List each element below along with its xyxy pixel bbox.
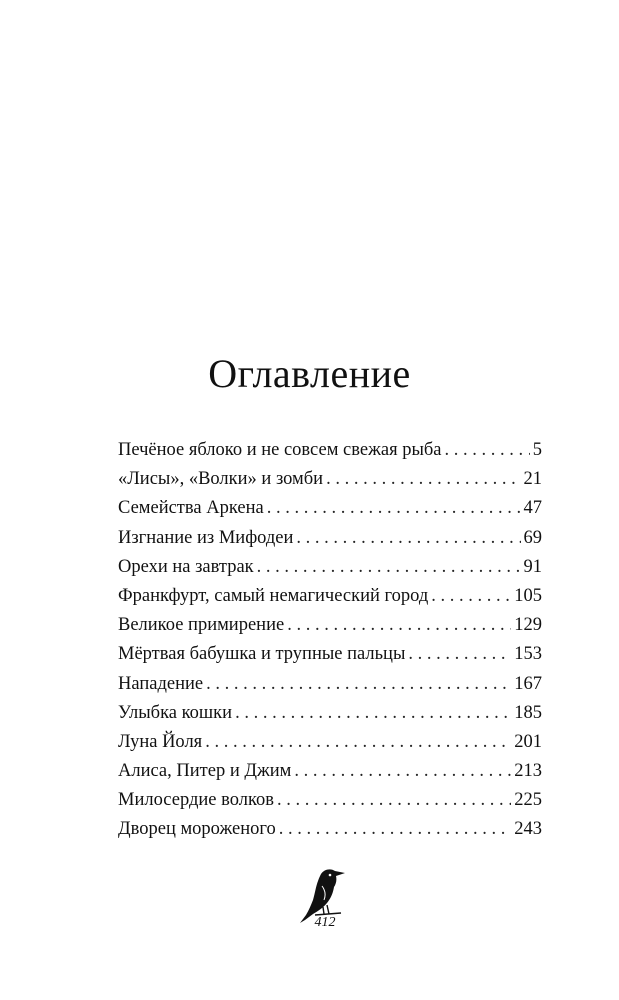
- toc-entry-page: 21: [523, 469, 542, 490]
- toc-entry-page: 153: [514, 644, 542, 665]
- toc-leader-dots: [277, 786, 511, 815]
- toc-entry-page: 105: [514, 585, 542, 606]
- toc-leader-dots: [294, 757, 511, 786]
- toc-entry[interactable]: [118, 611, 542, 640]
- toc-leader-dots: [326, 465, 520, 494]
- toc-entry[interactable]: [118, 553, 542, 582]
- toc-entry[interactable]: [118, 815, 542, 844]
- toc-entry-title: Печёное яблоко и не совсем свежая рыба: [118, 440, 442, 460]
- toc-entry-page: 201: [514, 731, 542, 752]
- toc-entry-title: Милосердие волков: [118, 790, 274, 811]
- toc-entry[interactable]: [118, 786, 542, 815]
- toc-entry-title: Алиса, Питер и Джим: [118, 761, 292, 782]
- toc-entry-page: 185: [514, 702, 542, 723]
- page-number: 412: [314, 915, 336, 930]
- toc-entry-page: 69: [523, 527, 542, 548]
- toc-entry-title: Орехи на завтрак: [118, 556, 254, 577]
- raven-icon: [291, 860, 355, 944]
- toc-entry-page: 47: [523, 498, 542, 519]
- toc-entry[interactable]: [118, 699, 542, 728]
- toc-entry-title: Нападение: [118, 673, 204, 694]
- toc-entry-page: 213: [514, 761, 542, 782]
- toc-entry-title: Франкфурт, самый немагический город: [118, 585, 429, 606]
- toc-entry[interactable]: [118, 757, 542, 786]
- toc-leader-dots: [267, 494, 521, 523]
- toc-entry-page: 167: [514, 673, 542, 694]
- toc-entry-page: 243: [514, 819, 542, 840]
- toc-entry-title: Мёртвая бабушка и трупные пальцы: [118, 644, 406, 665]
- toc-entry-page: 129: [514, 615, 542, 636]
- toc-entry-page: 225: [514, 790, 542, 811]
- toc-entry[interactable]: [118, 494, 542, 523]
- toc-entry-title: Великое примирение: [118, 615, 285, 636]
- toc-leader-dots: [408, 640, 511, 669]
- toc-entry-title: Улыбка кошки: [118, 702, 233, 723]
- toc-entry[interactable]: [118, 728, 542, 757]
- toc-entry-page: 91: [523, 556, 542, 577]
- toc-leader-dots: [235, 699, 511, 728]
- toc-leader-dots: [279, 815, 512, 844]
- toc-entry-title: Изгнание из Мифодеи: [118, 527, 294, 548]
- table-of-contents: [118, 436, 542, 845]
- toc-entry-page: 5: [532, 440, 542, 460]
- toc-leader-dots: [206, 670, 511, 699]
- toc-entry[interactable]: [118, 670, 542, 699]
- toc-entry[interactable]: [118, 465, 542, 494]
- toc-entry-title: Дворец мороженого: [118, 819, 276, 840]
- toc-entry-title: Семейства Аркена: [118, 498, 264, 519]
- toc-entry[interactable]: [118, 582, 542, 611]
- toc-leader-dots: [257, 553, 521, 582]
- page-title: Оглавление: [208, 351, 411, 396]
- toc-entry-title: Луна Йоля: [118, 731, 203, 752]
- toc-leader-dots: [431, 582, 511, 611]
- toc-entry-title: «Лисы», «Волки» и зомби: [118, 469, 324, 490]
- toc-entry[interactable]: [118, 640, 542, 669]
- toc-entry[interactable]: [118, 436, 542, 465]
- toc-leader-dots: [205, 728, 511, 757]
- toc-leader-dots: [287, 611, 511, 640]
- toc-entry[interactable]: [118, 524, 542, 553]
- toc-leader-dots: [296, 524, 520, 553]
- toc-leader-dots: [445, 436, 530, 465]
